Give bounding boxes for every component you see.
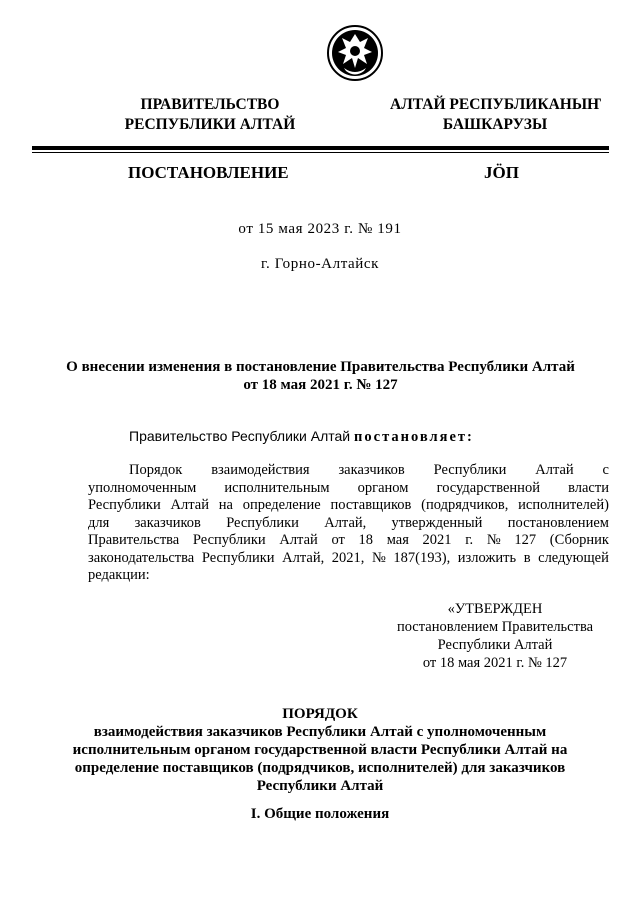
body-line — [88, 567, 609, 585]
body-word: утвержденный — [391, 514, 483, 531]
body-word: поставщиков — [330, 497, 412, 513]
approval-stamp — [380, 600, 610, 672]
body-word: на — [218, 497, 233, 513]
body-word: органом — [357, 479, 409, 496]
body-word: для — [88, 514, 110, 531]
body-word: от — [331, 532, 345, 548]
body-word: (подрядчиков, — [421, 497, 509, 513]
body-word: Алтай, — [282, 549, 325, 566]
order-heading: ПОРЯДОК — [282, 706, 358, 722]
body-line — [88, 480, 609, 498]
body-word: изложить — [457, 549, 517, 566]
body-word: 18 — [358, 532, 374, 548]
body-word: с — [602, 462, 609, 478]
body-line — [88, 550, 609, 568]
header-left-line-2: РЕСПУБЛИКИ АЛТАЙ — [124, 116, 296, 133]
doc-type-alt: JӦП — [484, 163, 519, 182]
approval-line-4: от 18 мая 2021 г. № 127 — [422, 655, 568, 671]
decree-title-line-2: от 18 мая 2021 г. № 127 — [243, 377, 398, 393]
order-heading-block — [40, 705, 600, 795]
body-word: Алтай — [279, 532, 318, 548]
body-word: № — [371, 549, 386, 566]
header-right-line-1: АЛТАЙ РЕСПУБЛИКАНЫҤ — [390, 96, 602, 113]
doc-type-ru: ПОСТАНОВЛЕНИЕ — [128, 163, 289, 182]
header-left — [110, 95, 310, 135]
body-word: заказчиков — [134, 514, 201, 531]
body-line — [88, 532, 609, 550]
header-right — [390, 95, 600, 135]
body-word: Порядок — [129, 462, 183, 478]
decree-title — [32, 358, 609, 394]
body-word: Республики — [433, 462, 507, 478]
body-word: 2021, — [331, 549, 365, 566]
decree-date: от 15 мая 2023 г. № 191 — [238, 221, 402, 237]
body-word: в — [523, 549, 531, 566]
order-line-4: Республики Алтай — [256, 778, 384, 794]
decree-title-line-1: О внесении изменения в постановление Правительства Республики Алтай — [66, 359, 575, 375]
header-divider-thick — [32, 146, 609, 150]
body-word: государственной — [436, 479, 540, 496]
header-left-line-1: ПРАВИТЕЛЬСТВО — [140, 96, 280, 113]
body-word: мая — [386, 532, 409, 548]
body-word: исполнительным — [224, 479, 330, 496]
order-line-1: взаимодействия заказчиков Республики Алтай с уполномоченным — [93, 724, 547, 740]
body-word: постановлением — [507, 514, 609, 531]
body-line — [88, 515, 609, 533]
body-word: исполнителей) — [518, 497, 609, 513]
body-word: 2021 — [422, 532, 452, 548]
body-word: заказчиков — [338, 462, 405, 478]
approval-line-2: постановлением Правительства — [396, 619, 594, 635]
body-word: 127 — [514, 532, 537, 548]
body-word: Алтай — [170, 497, 209, 513]
body-word: взаимодействия — [211, 462, 310, 478]
body-word: определение — [242, 497, 321, 513]
body-word: следующей — [538, 549, 609, 566]
decree-statement — [129, 428, 474, 446]
section-title: I. Общие положения — [250, 806, 390, 822]
body-word: Республики — [226, 514, 299, 531]
order-line-3: определение поставщиков (подрядчиков, исполнителей) для заказчиков — [74, 760, 566, 776]
body-word: Правительства — [88, 532, 180, 548]
body-line — [88, 497, 609, 515]
body-paragraph — [88, 462, 609, 585]
body-word: Республики — [192, 532, 266, 548]
decree-prefix: Правительство Республики Алтай — [129, 428, 351, 444]
body-word: 187(193), — [393, 549, 451, 566]
body-word: Республики — [88, 497, 161, 513]
body-word: г. — [465, 532, 474, 548]
body-word: (Сборник — [549, 532, 609, 548]
body-word: законодательства — [88, 549, 195, 566]
approval-line-1: «УТВЕРЖДЕН — [447, 601, 543, 617]
decree-city: г. Горно-Алтайск — [260, 256, 380, 272]
body-word: Алтай — [535, 462, 574, 478]
approval-line-3: Республики Алтай — [437, 637, 553, 653]
body-word: власти — [568, 479, 609, 496]
body-word: уполномоченным — [88, 479, 197, 496]
body-word: Алтай, — [324, 514, 367, 531]
body-word: № — [486, 532, 501, 548]
header-divider-thin — [32, 152, 609, 153]
coat-of-arms-icon — [326, 24, 384, 82]
body-word: Республики — [201, 549, 275, 566]
header-right-line-2: БАШКАРУЗЫ — [442, 116, 548, 133]
body-line — [88, 462, 609, 480]
decree-verb: постановляет: — [354, 429, 474, 445]
body-word: редакции: — [88, 567, 150, 583]
order-line-2: исполнительным органом государственной власти Республики Алтай на — [72, 742, 568, 758]
